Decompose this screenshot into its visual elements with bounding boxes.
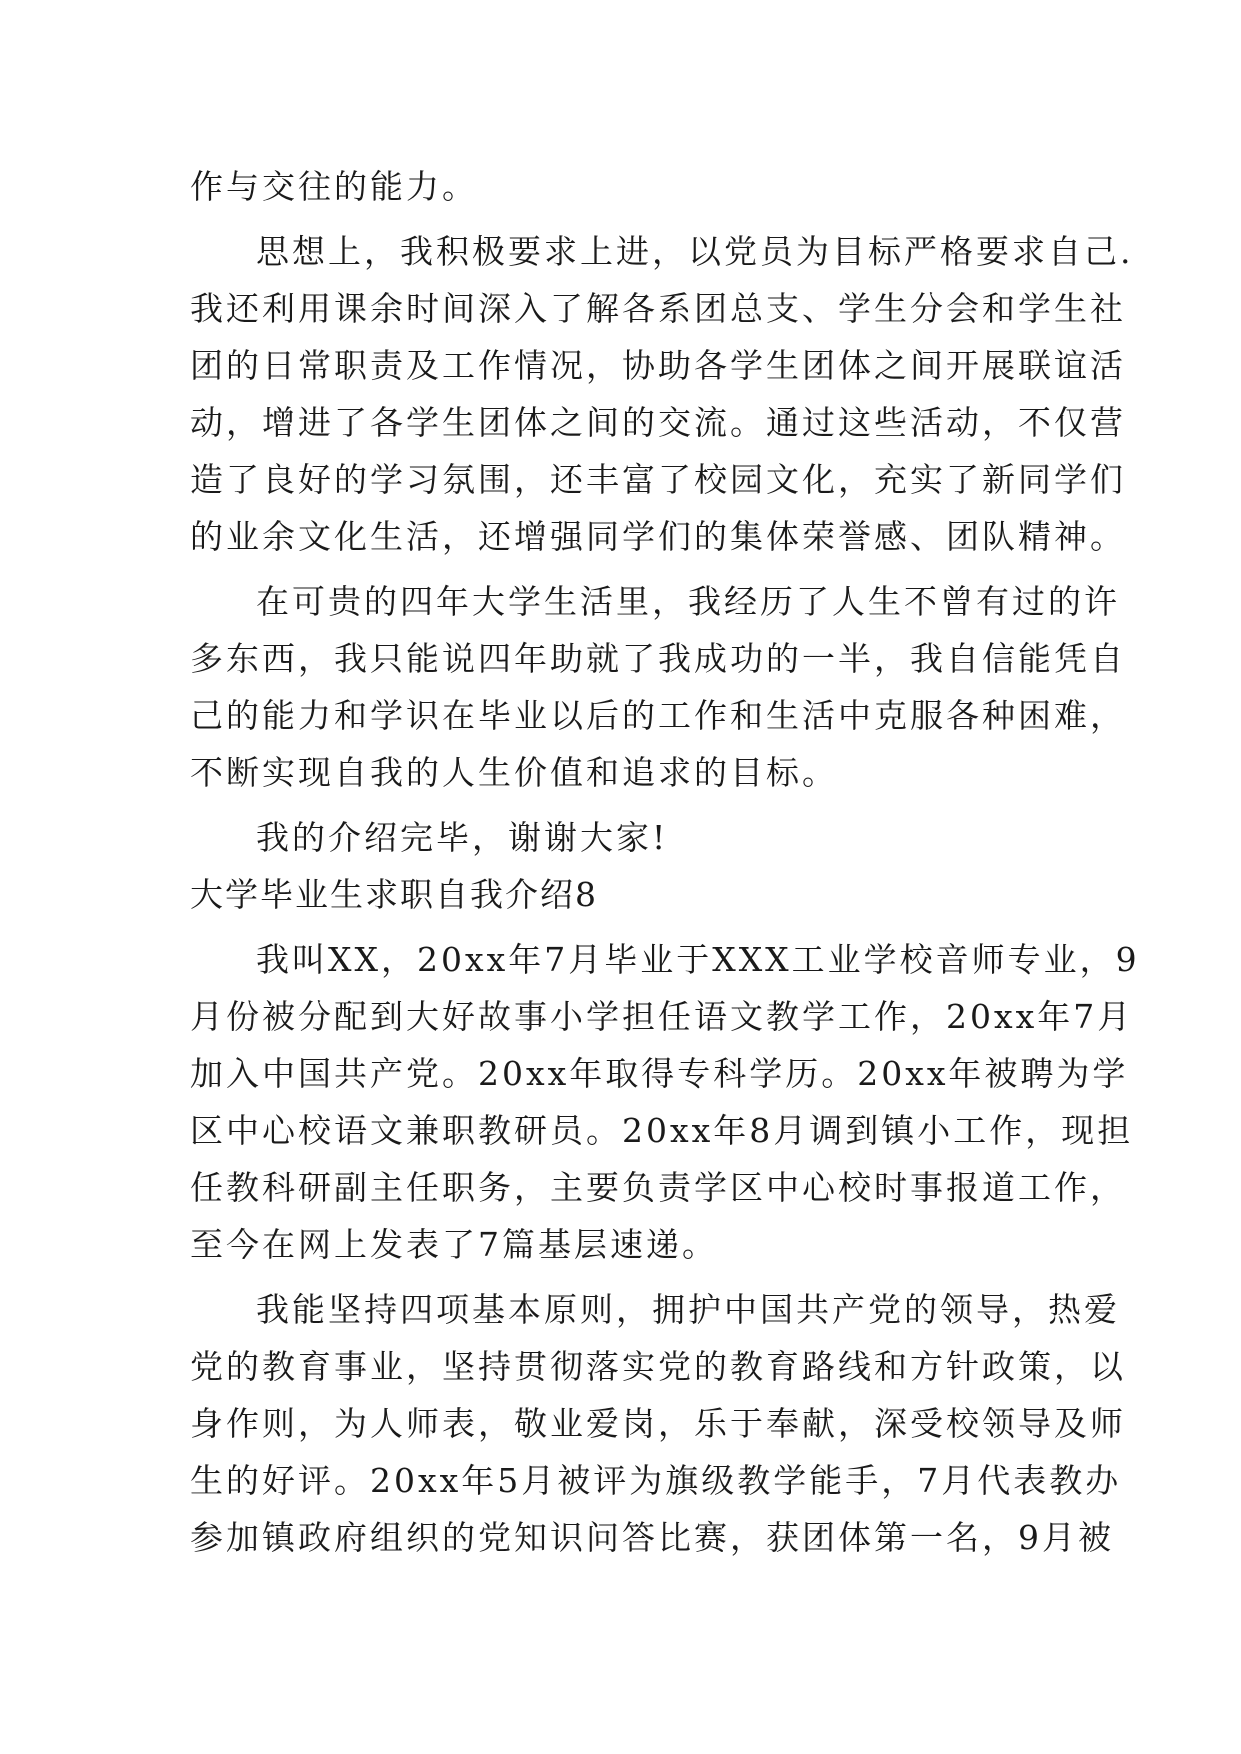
text-line: 党的教育事业，坚持贯彻落实党的教育路线和方针政策，以 (190, 1347, 1126, 1386)
text-line: 我能坚持四项基本原则，拥护中国共产党的领导，热爱 (256, 1290, 1120, 1329)
section-heading: 大学毕业生求职自我介绍8 (190, 875, 598, 914)
text-line: 团的日常职责及工作情况，协助各学生团体之间开展联谊活 (190, 346, 1126, 385)
document-body (190, 158, 1140, 1566)
text-line: 思想上，我积极要求上进，以党员为目标严格要求自己. (256, 232, 1134, 271)
text-line: 任教科研副主任职务，主要负责学区中心校时事报道工作， (190, 1168, 1126, 1207)
text-line: 作与交往的能力。 (190, 167, 478, 206)
text-line: 生的好评。20xx年5月被评为旗级教学能手，7月代表教办 (190, 1461, 1122, 1500)
text-line: 月份被分配到大好故事小学担任语文教学工作，20xx年7月 (190, 997, 1134, 1036)
text-line: 己的能力和学识在毕业以后的工作和生活中克服各种困难， (190, 696, 1126, 735)
text-line: 我的介绍完毕，谢谢大家! (256, 818, 669, 857)
text-line: 不断实现自我的人生价值和追求的目标。 (190, 753, 838, 792)
text-line: 区中心校语文兼职教研员。20xx年8月调到镇小工作，现担 (190, 1111, 1134, 1150)
text-line: 造了良好的学习氛围，还丰富了校园文化，充实了新同学们 (190, 460, 1126, 499)
text-line: 至今在网上发表了7篇基层速递。 (190, 1225, 718, 1264)
text-line: 加入中国共产党。20xx年取得专科学历。20xx年被聘为学 (190, 1054, 1129, 1093)
text-line: 我叫XX，20xx年7月毕业于XXX工业学校音师专业，9 (256, 940, 1140, 979)
text-line: 在可贵的四年大学生活里，我经历了人生不曾有过的许 (256, 582, 1120, 621)
text-line: 参加镇政府组织的党知识问答比赛，获团体第一名，9月被 (190, 1518, 1114, 1557)
text-line: 的业余文化生活，还增强同学们的集体荣誉感、团队精神。 (190, 517, 1126, 556)
text-line: 身作则，为人师表，敬业爱岗，乐于奉献，深受校领导及师 (190, 1404, 1126, 1443)
text-line: 我还利用课余时间深入了解各系团总支、学生分会和学生社 (190, 289, 1126, 328)
text-line: 多东西，我只能说四年助就了我成功的一半，我自信能凭自 (190, 639, 1126, 678)
text-line: 动，增进了各学生团体之间的交流。通过这些活动，不仅营 (190, 403, 1126, 442)
